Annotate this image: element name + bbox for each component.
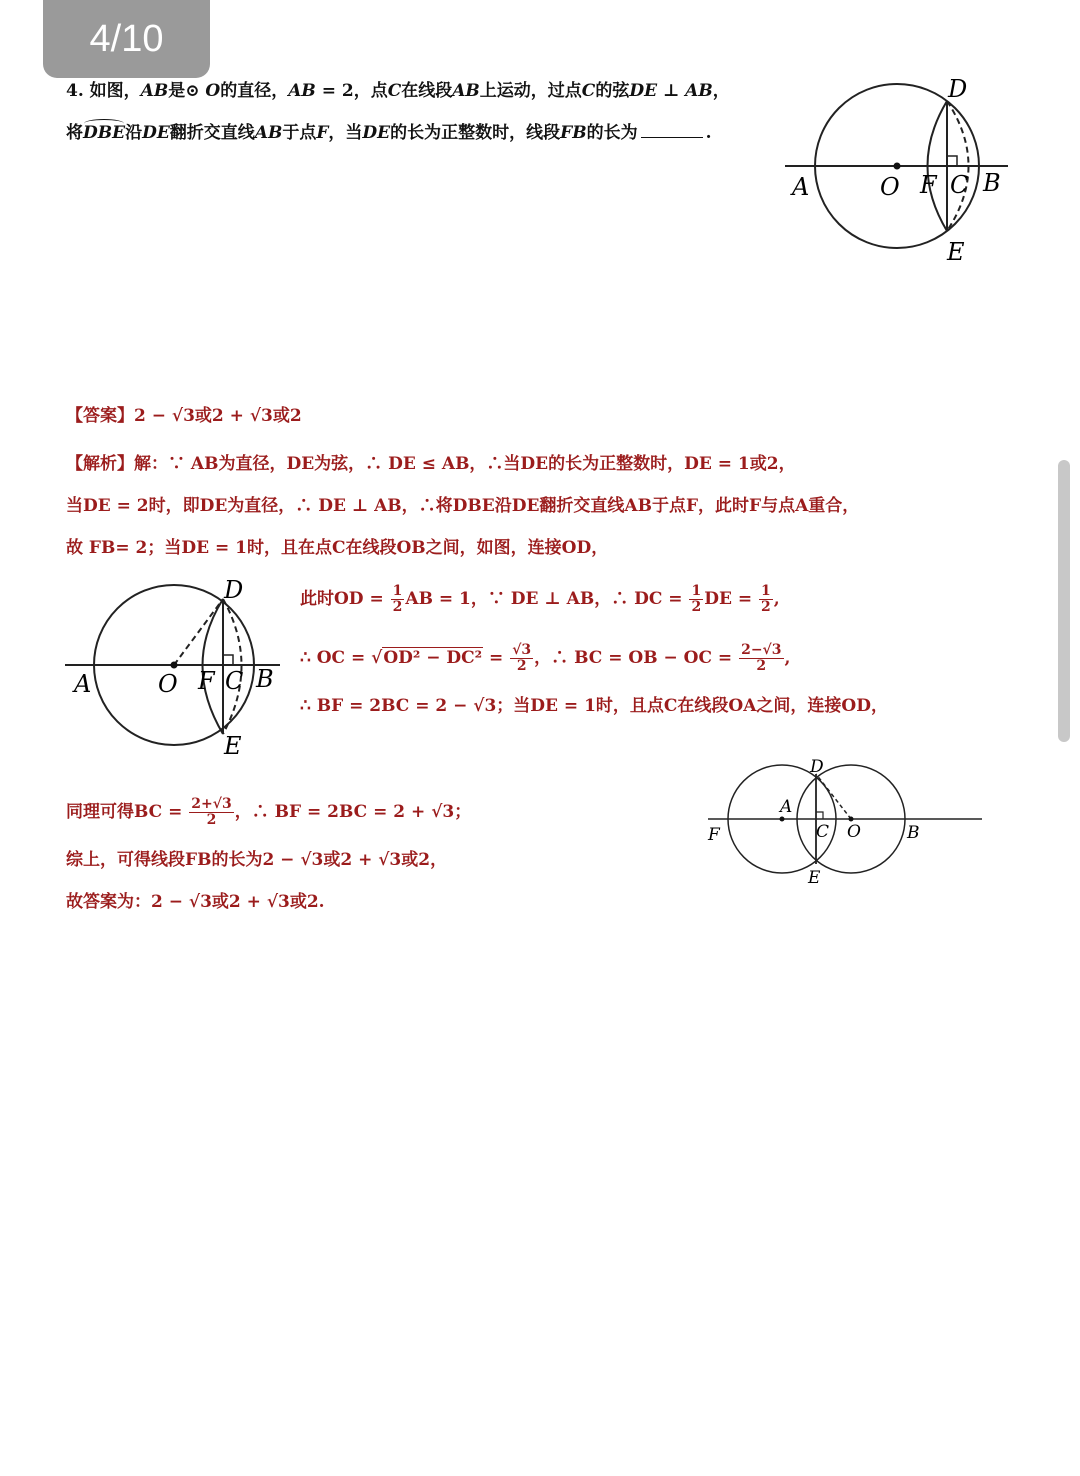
- frac-num: √3: [512, 642, 532, 658]
- fig3-label-e: E: [808, 868, 821, 888]
- fraction: [689, 584, 703, 615]
- fig1-label-d: D: [948, 75, 968, 103]
- q-text: .: [705, 123, 712, 143]
- fig3-label-a: A: [780, 797, 793, 817]
- fig2-label-d: D: [224, 576, 244, 604]
- fig3-point-a: [780, 817, 785, 822]
- q-text: 上运动，过点: [479, 81, 582, 101]
- q-text: 在线段: [401, 81, 453, 101]
- frac-num: 1: [761, 583, 771, 599]
- q-text: ，: [712, 81, 730, 101]
- q-text: 沿: [125, 123, 143, 143]
- analysis-line-8: 综上，可得线段FB的长为2 − √3或2 + √3或2，: [66, 850, 448, 870]
- q-math: DE ⊥ AB: [629, 81, 713, 101]
- frac-den: 2: [392, 599, 403, 615]
- fig2-label-o: O: [158, 670, 178, 698]
- q-math: DE: [142, 123, 170, 143]
- fig2-segment-od: [174, 599, 223, 665]
- fig2-label-a: A: [74, 670, 92, 698]
- frac-num: 2+√3: [191, 796, 232, 812]
- math-text: DE =: [704, 589, 758, 609]
- math-text: ，∴ BC = OB − OC =: [534, 648, 739, 668]
- math-text: 此时OD =: [300, 589, 390, 609]
- fig1-label-c: C: [950, 171, 969, 199]
- fig3-right-angle: [816, 812, 823, 819]
- answer-blank: [641, 137, 703, 138]
- q-text: = 2，点: [315, 81, 388, 101]
- question-line-2: [66, 118, 712, 143]
- q-math: AB: [140, 81, 169, 101]
- fig1-label-f: F: [920, 171, 937, 199]
- math-text: 同理可得BC =: [66, 802, 189, 822]
- q-text: 是⊙: [168, 81, 206, 101]
- q-text: ，当: [328, 123, 363, 143]
- fig2-point-o: [171, 662, 178, 669]
- q-math: FB: [560, 123, 587, 143]
- q-text: 的长为: [586, 123, 638, 143]
- q-text: 将: [66, 123, 83, 143]
- analysis-line-1: [66, 452, 796, 476]
- q-math: C: [581, 81, 596, 101]
- q-text: 翻折交直线: [169, 123, 255, 143]
- analysis-line-4: [300, 584, 780, 615]
- frac-den: 2: [206, 812, 217, 828]
- fig1-label-e: E: [947, 238, 965, 266]
- answer-body: 2 − √3或2 + √3或2: [134, 406, 302, 426]
- fig3-label-o: O: [847, 822, 861, 842]
- math-text: ,: [784, 648, 791, 668]
- fig1-label-b: B: [983, 169, 1001, 197]
- q-text: 的直径，: [220, 81, 289, 101]
- math-text: ,: [773, 589, 780, 609]
- fig1-label-a: A: [792, 173, 810, 201]
- fig2-label-c: C: [225, 667, 244, 695]
- q-text: 的长为正整数时，线段: [390, 123, 561, 143]
- fig3-label-c: C: [816, 822, 830, 842]
- fraction: [739, 643, 783, 674]
- question-line-1: [66, 76, 730, 101]
- fig3-label-f: F: [708, 825, 720, 845]
- q-text: 的弦: [595, 81, 630, 101]
- math-text: =: [483, 648, 510, 668]
- frac-num: 2−√3: [741, 642, 782, 658]
- math-text: AB = 1，∵ DE ⊥ AB，∴ DC =: [405, 589, 689, 609]
- q-math: DE: [362, 123, 391, 143]
- q-math: AB: [288, 81, 316, 101]
- figure-1: [780, 70, 1020, 270]
- q-text: 4. 如图，: [66, 81, 141, 101]
- q-math: C: [387, 81, 402, 101]
- analysis-line-7: [66, 797, 471, 828]
- q-math: AB: [452, 81, 480, 101]
- analysis-line-9: 故答案为：2 − √3或2 + √3或2.: [66, 892, 325, 912]
- frac-num: 1: [691, 583, 702, 599]
- analysis-line-2: 当DE = 2时，即DE为直径，∴ DE ⊥ AB，∴将DBE沿DE翻折交直线AB于点F，此时F与点A重合，: [66, 496, 860, 516]
- math-text: ，∴ BF = 2BC = 2 + √3；: [234, 802, 472, 822]
- fraction: [391, 584, 405, 615]
- analysis-head: 【解析】: [66, 454, 134, 474]
- fig3-label-d: D: [810, 757, 824, 777]
- fig2-label-b: B: [256, 665, 274, 693]
- fig2-label-f: F: [198, 667, 215, 695]
- arc-dbe: DBE: [83, 123, 126, 143]
- fraction: [510, 643, 533, 674]
- fig2-right-angle: [223, 655, 233, 665]
- fig1-label-o: O: [880, 173, 900, 201]
- figure-2: [62, 576, 290, 758]
- page-indicator: 4/10: [43, 0, 210, 78]
- analysis-line-6: ∴ BF = 2BC = 2 − √3；当DE = 1时，且点C在线段OA之间，连接OD，: [300, 696, 888, 716]
- fraction: [759, 584, 773, 615]
- scrollbar[interactable]: [1058, 460, 1070, 742]
- frac-den: 2: [691, 599, 702, 615]
- fig1-right-angle: [947, 156, 957, 166]
- analysis-text: 解：∵ AB为直径，DE为弦，∴ DE ≤ AB，∴当DE的长为正整数时，DE = 1或2，: [134, 454, 796, 474]
- q-math: O: [205, 81, 221, 101]
- fig3-label-b: B: [907, 823, 920, 843]
- radicand: OD² − DC²: [383, 648, 483, 668]
- fig1-point-o: [894, 163, 901, 170]
- answer-line: [66, 404, 302, 428]
- q-text: 于点: [282, 123, 317, 143]
- frac-den: 2: [516, 658, 527, 674]
- q-math: AB: [254, 123, 283, 143]
- fig3-point-o: [849, 817, 854, 822]
- figure-3: [704, 756, 986, 890]
- fraction: [189, 797, 233, 828]
- frac-den: 2: [756, 658, 767, 674]
- answer-head: 【答案】: [66, 406, 134, 426]
- analysis-line-3: 故 FB= 2；当DE = 1时，且在点C在线段OB之间，如图，连接OD，: [66, 538, 609, 558]
- frac-den: 2: [761, 599, 771, 615]
- frac-num: 1: [392, 583, 403, 599]
- fig2-label-e: E: [224, 732, 242, 760]
- analysis-line-5: [300, 643, 790, 674]
- q-math: F: [316, 123, 329, 143]
- math-text: ∴ OC = √: [300, 648, 383, 668]
